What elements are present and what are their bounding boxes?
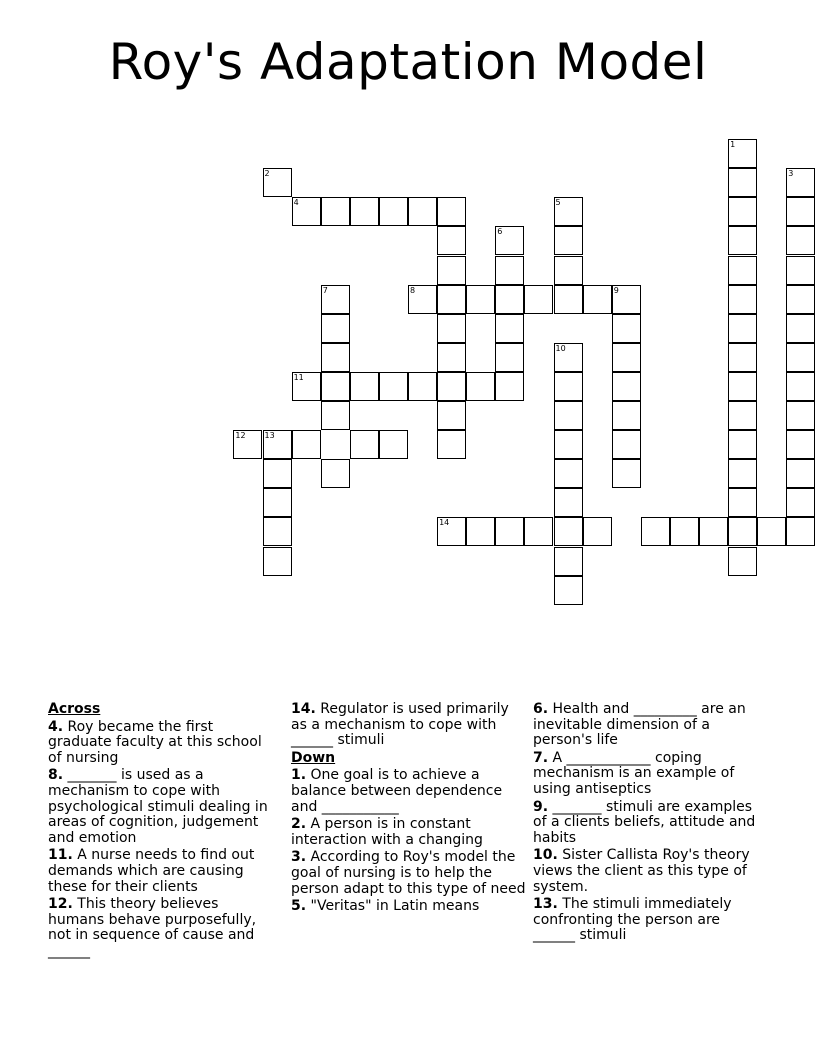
grid-cell[interactable] (554, 459, 583, 488)
grid-cell[interactable] (786, 517, 815, 546)
grid-cell[interactable] (612, 401, 641, 430)
across-clue-12: 12. This theory believes humans behave purposefully, not in sequence of cause and ______ (48, 896, 257, 959)
grid-cell-1[interactable] (728, 139, 757, 168)
grid-cell[interactable] (437, 401, 466, 430)
down-clue-13: 13. The stimuli immediately confronting the person are ______ stimuli (533, 896, 732, 944)
cell-number: 13 (264, 431, 275, 441)
grid-cell[interactable] (612, 343, 641, 372)
grid-cell[interactable] (612, 459, 641, 488)
down-clue-7: 7. A ____________ coping mechanism is an example of using antiseptics (533, 749, 735, 797)
grid-cell-13[interactable] (263, 430, 292, 459)
cell-number: 1 (730, 140, 736, 150)
grid-cell[interactable] (350, 372, 379, 401)
puzzle-title: Roy's Adaptation Model (108, 33, 708, 91)
grid-cell[interactable] (321, 343, 350, 372)
grid-cell[interactable] (495, 517, 524, 546)
across-heading: Across (48, 701, 101, 717)
grid-cell[interactable] (554, 576, 583, 605)
grid-cell[interactable] (321, 372, 350, 401)
grid-cell[interactable] (786, 430, 815, 459)
grid-cell[interactable] (757, 517, 786, 546)
grid-cell[interactable] (728, 401, 757, 430)
grid-cell[interactable] (437, 256, 466, 285)
grid-cell[interactable] (728, 517, 757, 546)
grid-cell-5[interactable] (554, 197, 583, 226)
grid-cell[interactable] (554, 430, 583, 459)
cell-number: 8 (410, 285, 416, 295)
grid-cell-11[interactable] (292, 372, 321, 401)
grid-cell[interactable] (728, 343, 757, 372)
grid-cell[interactable] (495, 285, 524, 314)
grid-cell[interactable] (786, 459, 815, 488)
grid-cell[interactable] (350, 197, 379, 226)
grid-cell[interactable] (554, 401, 583, 430)
cell-number: 5 (555, 198, 561, 208)
cell-number: 2 (264, 169, 270, 179)
grid-cell-4[interactable] (292, 197, 321, 226)
across-clue-8: 8. _______ is used as a mechanism to cope with psychological stimuli dealing in areas of cognition, judgement and emotion (48, 767, 268, 846)
grid-cell[interactable] (786, 372, 815, 401)
grid-cell[interactable] (612, 430, 641, 459)
grid-cell[interactable] (786, 314, 815, 343)
grid-cell[interactable] (728, 488, 757, 517)
grid-cell[interactable] (728, 459, 757, 488)
grid-cell[interactable] (554, 285, 583, 314)
grid-cell[interactable] (437, 343, 466, 372)
grid-cell-7[interactable] (321, 285, 350, 314)
down-clue-1: 1. One goal is to achieve a balance between dependence and ___________ (291, 767, 503, 815)
down-clue-9: 9. _______ stimuli are examples of a clients beliefs, attitude and habits (533, 798, 756, 846)
grid-cell[interactable] (263, 517, 292, 546)
cell-number: 11 (293, 372, 304, 382)
grid-cell[interactable] (583, 285, 612, 314)
grid-cell[interactable] (466, 285, 495, 314)
grid-cell[interactable] (321, 459, 350, 488)
grid-cell[interactable] (786, 285, 815, 314)
grid-cell[interactable] (728, 256, 757, 285)
grid-cell[interactable] (437, 430, 466, 459)
cell-number: 3 (788, 169, 794, 179)
across-clue-11: 11. A nurse needs to find out demands which are causing these for their clients (48, 847, 255, 895)
grid-cell-6[interactable] (495, 226, 524, 255)
grid-cell[interactable] (583, 517, 612, 546)
grid-cell[interactable] (728, 226, 757, 255)
cell-number: 9 (613, 285, 619, 295)
grid-cell[interactable] (786, 197, 815, 226)
grid-cell-10[interactable] (554, 343, 583, 372)
grid-cell-3[interactable] (786, 168, 815, 197)
grid-cell[interactable] (699, 517, 728, 546)
grid-cell[interactable] (466, 517, 495, 546)
grid-cell[interactable] (786, 488, 815, 517)
grid-cell[interactable] (786, 256, 815, 285)
grid-cell[interactable] (321, 401, 350, 430)
down-clue-6: 6. Health and _________ are an inevitable dimension of a person's life (533, 701, 746, 749)
grid-cell[interactable] (379, 197, 408, 226)
grid-cell[interactable] (437, 314, 466, 343)
grid-cell[interactable] (728, 314, 757, 343)
cell-number: 6 (497, 227, 503, 237)
down-clue-5: 5. "Veritas" in Latin means (291, 898, 480, 915)
grid-cell[interactable] (728, 197, 757, 226)
down-clue-10: 10. Sister Callista Roy's theory views the client as this type of system. (533, 847, 750, 895)
grid-cell[interactable] (408, 372, 437, 401)
grid-cell[interactable] (437, 226, 466, 255)
cell-number: 7 (322, 285, 328, 295)
grid-cell[interactable] (554, 256, 583, 285)
grid-cell[interactable] (670, 517, 699, 546)
grid-cell[interactable] (321, 197, 350, 226)
grid-cell-14[interactable] (437, 517, 466, 546)
grid-cell[interactable] (612, 314, 641, 343)
down-clue-3: 3. According to Roy's model the goal of nursing is to help the person adapt to this type of need (291, 849, 526, 897)
grid-cell[interactable] (466, 372, 495, 401)
grid-cell[interactable] (495, 314, 524, 343)
clues-column-3 (533, 702, 763, 946)
grid-cell[interactable] (612, 372, 641, 401)
down-clue-2: 2. A person is in constant interaction with a changing (291, 816, 483, 848)
grid-cell[interactable] (495, 256, 524, 285)
grid-cell[interactable] (786, 401, 815, 430)
grid-cell[interactable] (437, 197, 466, 226)
grid-cell[interactable] (263, 488, 292, 517)
clues-column-2 (291, 702, 527, 917)
cell-number: 12 (235, 431, 246, 441)
grid-cell[interactable] (641, 517, 670, 546)
grid-cell[interactable] (408, 197, 437, 226)
grid-cell[interactable] (728, 547, 757, 576)
grid-cell[interactable] (263, 459, 292, 488)
grid-cell[interactable] (554, 372, 583, 401)
grid-cell[interactable] (495, 343, 524, 372)
grid-cell-2[interactable] (263, 168, 292, 197)
grid-cell[interactable] (263, 547, 292, 576)
grid-cell-8[interactable] (408, 285, 437, 314)
grid-cell[interactable] (728, 430, 757, 459)
grid-cell[interactable] (524, 285, 553, 314)
grid-cell[interactable] (321, 314, 350, 343)
grid-cell[interactable] (495, 372, 524, 401)
grid-cell[interactable] (554, 488, 583, 517)
cell-number: 4 (293, 198, 299, 208)
grid-cell[interactable] (437, 372, 466, 401)
across-clue-14: 14. Regulator is used primarily as a mechanism to cope with ______ stimuli (291, 701, 509, 749)
grid-cell[interactable] (350, 430, 379, 459)
grid-cell[interactable] (554, 226, 583, 255)
grid-cell[interactable] (554, 517, 583, 546)
grid-cell-12[interactable] (233, 430, 262, 459)
grid-cell[interactable] (292, 430, 321, 459)
across-clue-4: 4. Roy became the first graduate faculty at this school of nursing (48, 718, 262, 766)
cell-number: 14 (439, 518, 450, 528)
grid-cell[interactable] (554, 547, 583, 576)
grid-cell[interactable] (728, 285, 757, 314)
down-heading: Down (291, 749, 336, 766)
clues-column-1 (48, 702, 276, 962)
grid-cell[interactable] (524, 517, 553, 546)
grid-cell[interactable] (379, 430, 408, 459)
grid-cell[interactable] (437, 285, 466, 314)
grid-cell[interactable] (728, 372, 757, 401)
grid-cell[interactable] (786, 343, 815, 372)
grid-cell[interactable] (786, 226, 815, 255)
grid-cell-9[interactable] (612, 285, 641, 314)
grid-cell[interactable] (728, 168, 757, 197)
grid-cell[interactable] (379, 372, 408, 401)
cell-number: 10 (555, 343, 566, 353)
